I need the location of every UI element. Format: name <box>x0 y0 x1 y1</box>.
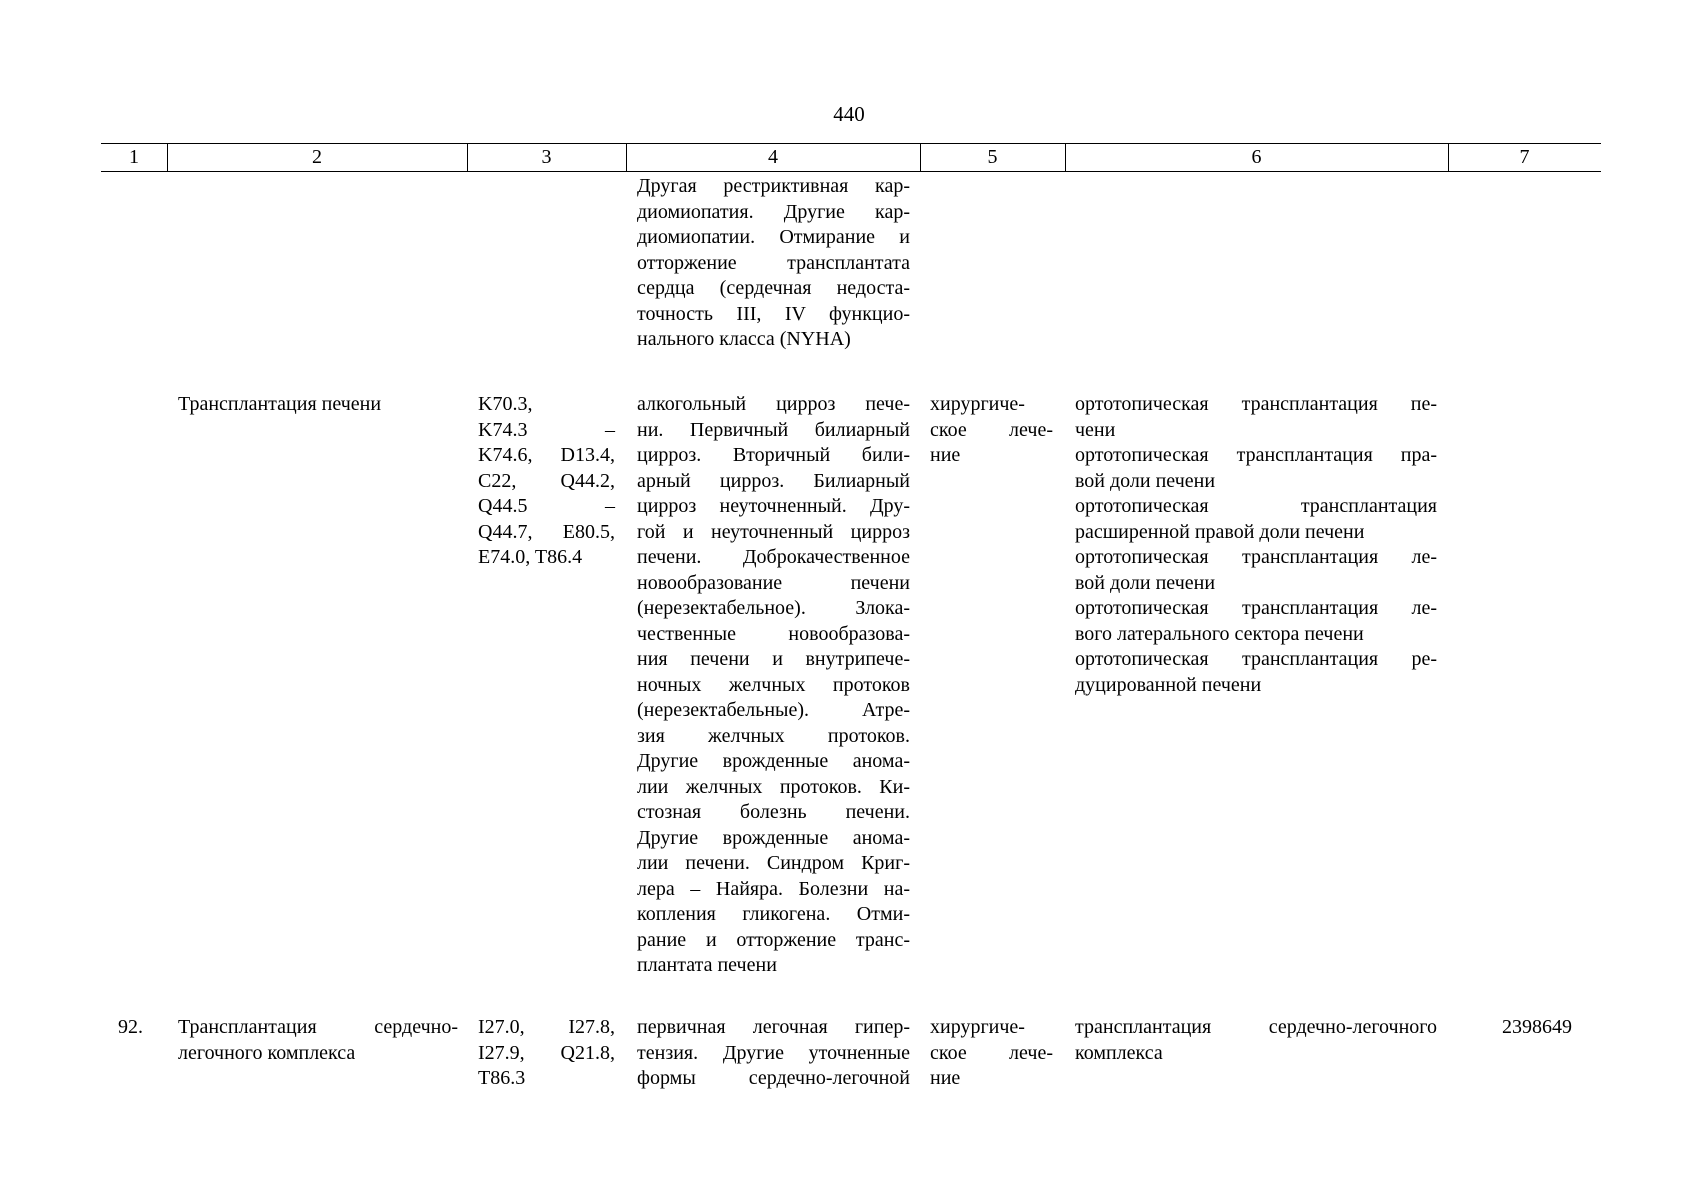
column-header-7: 7 <box>1519 146 1530 168</box>
text-line: цирроз. Вторичный били- <box>637 444 910 466</box>
row-liver-icd-codes <box>478 392 615 571</box>
text-line: I27.0, I27.8, <box>478 1016 615 1038</box>
text-line: новообразование печени <box>637 571 910 594</box>
text-line: 92. <box>118 1016 143 1038</box>
text-line: копления гликогена. Отми- <box>637 903 910 925</box>
text-line: диомиопатия. Другие кар- <box>637 200 910 223</box>
text-line: ортотопическая трансплантация ле- <box>1075 546 1437 568</box>
text-line: ние <box>930 1067 961 1089</box>
text-line: ночных желчных протоков <box>637 673 910 696</box>
column-header-3: 3 <box>541 146 552 168</box>
text-line: K70.3, <box>478 393 533 415</box>
column-header-2: 2 <box>312 146 322 168</box>
text-line: комплекса <box>1075 1041 1163 1064</box>
text-line: лии желчных протоков. Ки- <box>637 775 910 798</box>
text-line: дуцированной печени <box>1075 673 1262 696</box>
row-92-cost <box>1452 1015 1572 1041</box>
text-line: лера – Найяра. Болезни на- <box>637 877 910 900</box>
text-line: хирургиче- <box>930 393 1025 415</box>
row-92-procedure-name <box>178 1015 458 1066</box>
text-line: вой доли печени <box>1075 469 1216 492</box>
text-line: K74.3 – <box>478 418 615 441</box>
text-line: (нерезектабельное). Злока- <box>637 597 910 619</box>
table-header-row <box>101 143 1601 172</box>
text-line: ортотопическая трансплантация ле- <box>1075 597 1437 619</box>
row-liver-treatment-method <box>1075 392 1437 698</box>
text-line: ское лече- <box>930 418 1053 441</box>
text-line: ние <box>930 444 961 466</box>
text-line: расширенной правой доли печени <box>1075 520 1365 543</box>
row-92-treatment-method <box>1075 1015 1437 1066</box>
text-line: арный цирроз. Билиарный <box>637 469 910 492</box>
row-cardiomyopathy-diagnosis <box>637 174 910 353</box>
text-line: Трансплантация печени <box>178 393 382 415</box>
text-line: ское лече- <box>930 1041 1053 1064</box>
text-line: K74.6, D13.4, <box>478 444 615 466</box>
text-line: Трансплантация сердечно- <box>178 1016 458 1038</box>
row-liver-diagnosis <box>637 392 910 979</box>
text-line: сердца (сердечная недоста- <box>637 277 910 299</box>
row-liver-treatment-type <box>930 392 1053 469</box>
text-line: формы сердечно-легочной <box>637 1067 910 1089</box>
text-line: вого латерального сектора печени <box>1075 622 1364 645</box>
column-header-4: 4 <box>768 146 778 168</box>
text-line: Другие врожденные анома- <box>637 750 910 772</box>
row-liver-procedure-name <box>178 392 458 418</box>
text-line: чественные новообразова- <box>637 622 910 645</box>
row-92-treatment-type <box>930 1015 1053 1092</box>
text-line: Другие врожденные анома- <box>637 826 910 849</box>
page-number: 440 <box>833 102 865 126</box>
text-line: ортотопическая трансплантация <box>1075 495 1437 517</box>
text-line: ни. Первичный билиарный <box>637 418 910 441</box>
text-line: точность III, IV функцио- <box>637 302 910 325</box>
text-line: 2398649 <box>1502 1016 1572 1038</box>
text-line: трансплантация сердечно-легочного <box>1075 1016 1437 1038</box>
text-line: Другая рестриктивная кар- <box>637 175 910 197</box>
row-92-icd-codes <box>478 1015 615 1092</box>
text-line: первичная легочная гипер- <box>637 1016 910 1038</box>
text-line: Q44.5 – <box>478 495 615 517</box>
row-92-number <box>118 1015 158 1041</box>
text-line: T86.3 <box>478 1067 526 1089</box>
text-line: цирроз неуточненный. Дру- <box>637 495 910 517</box>
text-line: печени. Доброкачественное <box>637 546 910 568</box>
text-line: зия желчных протоков. <box>637 724 910 747</box>
text-line: ортотопическая трансплантация пра- <box>1075 444 1437 466</box>
text-line: лии печени. Синдром Криг- <box>637 852 910 874</box>
column-header-6: 6 <box>1251 146 1262 168</box>
text-line: ния печени и внутрипече- <box>637 648 910 670</box>
text-line: плантата печени <box>637 954 777 976</box>
text-line: стозная болезнь печени. <box>637 801 910 823</box>
text-line: ортотопическая трансплантация ре- <box>1075 648 1437 670</box>
text-line: вой доли печени <box>1075 571 1216 594</box>
text-line: Q44.7, E80.5, <box>478 520 615 543</box>
text-line: отторжение трансплантата <box>637 251 910 274</box>
text-line: нального класса (NYHA) <box>637 328 851 350</box>
text-line: I27.9, Q21.8, <box>478 1041 615 1064</box>
text-line: хирургиче- <box>930 1016 1025 1038</box>
text-line: тензия. Другие уточненные <box>637 1041 910 1064</box>
column-header-5: 5 <box>987 146 998 168</box>
text-line: ортотопическая трансплантация пе- <box>1075 393 1437 415</box>
text-line: C22, Q44.2, <box>478 469 615 492</box>
text-line: (нерезектабельные). Атре- <box>637 699 910 721</box>
text-line: гой и неуточненный цирроз <box>637 520 910 543</box>
text-line: чени <box>1075 418 1116 441</box>
text-line: диомиопатии. Отмирание и <box>637 226 910 248</box>
text-line: рание и отторжение транс- <box>637 928 910 951</box>
column-header-1: 1 <box>129 146 139 168</box>
text-line: E74.0, T86.4 <box>478 546 583 568</box>
row-92-diagnosis <box>637 1015 910 1092</box>
text-line: легочного комплекса <box>178 1041 356 1064</box>
text-line: алкогольный цирроз пече- <box>637 393 910 415</box>
